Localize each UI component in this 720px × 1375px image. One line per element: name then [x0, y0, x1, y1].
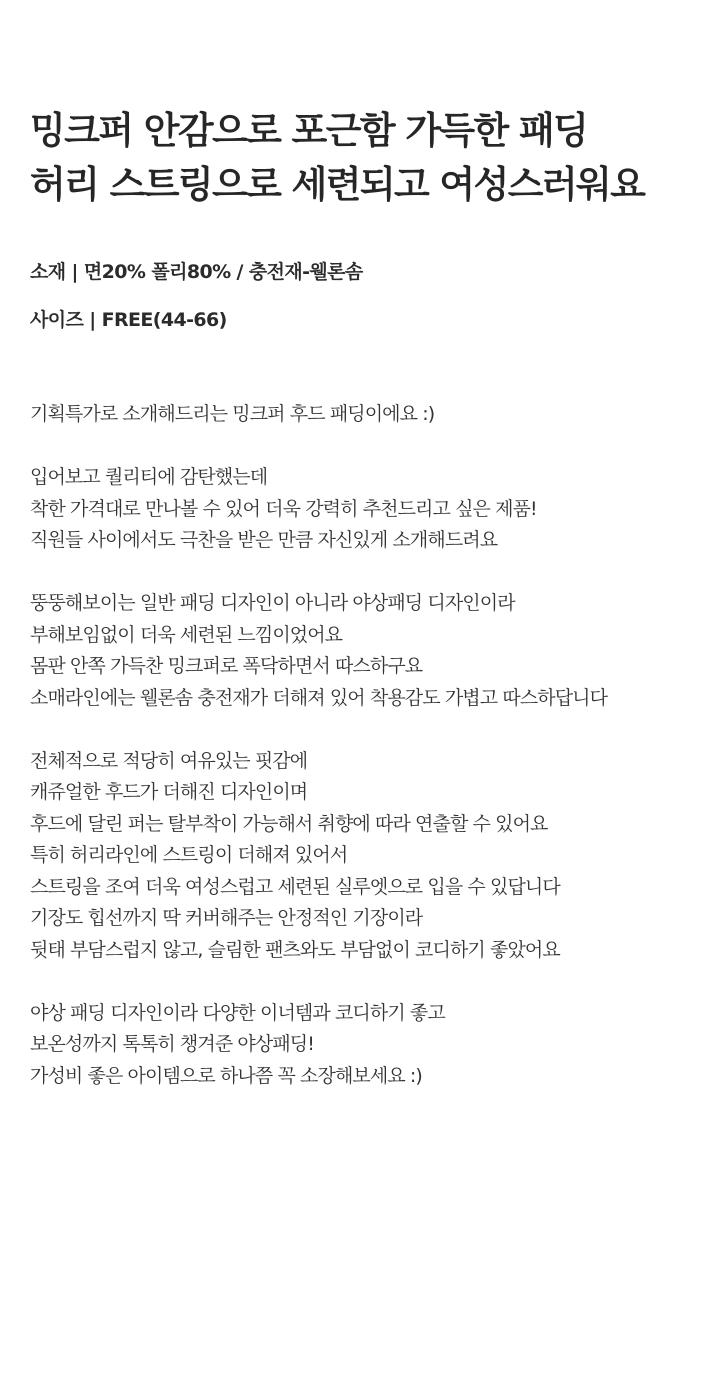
- description-line: 착한 가격대로 만나볼 수 있어 더욱 강력히 추천드리고 싶은 제품!: [30, 497, 537, 520]
- product-description: [30, 399, 700, 1124]
- headline-line-1: 밍크퍼 안감으로 포근함 가득한 패딩: [30, 109, 588, 152]
- description-line: 가성비 좋은 아이템으로 하나쯤 꼭 소장해보세요 :): [30, 1064, 422, 1087]
- description-line: 기획특가로 소개해드리는 밍크퍼 후드 패딩이에요 :): [30, 403, 435, 425]
- description-line: 입어보고 퀄리티에 감탄했는데: [30, 466, 268, 488]
- description-line: 캐쥬얼한 후드가 더해진 디자인이며: [30, 781, 308, 803]
- description-paragraph-1: [30, 399, 700, 431]
- description-line: 몸판 안쪽 가득찬 밍크퍼로 폭닥하면서 따스하구요: [30, 655, 423, 677]
- description-paragraph-4: [30, 746, 700, 967]
- description-paragraph-3: [30, 588, 700, 714]
- description-paragraph-5: [30, 998, 700, 1093]
- product-headline: [30, 104, 644, 212]
- product-specs: [30, 257, 363, 353]
- description-line: 스트링을 조여 더욱 여성스럽고 세련된 실루엣으로 입을 수 있답니다: [30, 875, 560, 898]
- description-line: 소매라인에는 웰론솜 충전재가 더해져 있어 착용감도 가볍고 따스하답니다: [30, 686, 608, 709]
- description-line: 특히 허리라인에 스트링이 더해져 있어서: [30, 844, 348, 866]
- description-line: 후드에 달린 퍼는 탈부착이 가능해서 취향에 따라 연출할 수 있어요: [30, 812, 548, 835]
- description-line: 전체적으로 적당히 여유있는 핏감에: [30, 749, 308, 772]
- description-line: 직원들 사이에서도 극찬을 받은 만큼 자신있게 소개해드려요: [30, 529, 498, 551]
- description-paragraph-2: [30, 462, 700, 557]
- spec-material: 소재 | 면20% 폴리80% / 충전재-웰론솜: [30, 261, 363, 283]
- description-line: 뚱뚱해보이는 일반 패딩 디자인이 아니라 야상패딩 디자인이라: [30, 592, 515, 614]
- description-line: 야상 패딩 디자인이라 다양한 이너템과 코디하기 좋고: [30, 1001, 445, 1024]
- spec-size: 사이즈 | FREE(44-66): [30, 309, 227, 331]
- description-line: 뒷태 부담스럽지 않고, 슬림한 팬츠와도 부담없이 코디하기 좋았어요: [30, 938, 560, 961]
- description-line: 기장도 힙선까지 딱 커버해주는 안정적인 기장이라: [30, 907, 423, 929]
- headline-line-2: 허리 스트링으로 세련되고 여성스러워요: [30, 163, 645, 206]
- description-line: 보온성까지 톡톡히 챙겨준 야상패딩!: [30, 1033, 314, 1055]
- description-line: 부해보임없이 더욱 세련된 느낌이었어요: [30, 623, 343, 646]
